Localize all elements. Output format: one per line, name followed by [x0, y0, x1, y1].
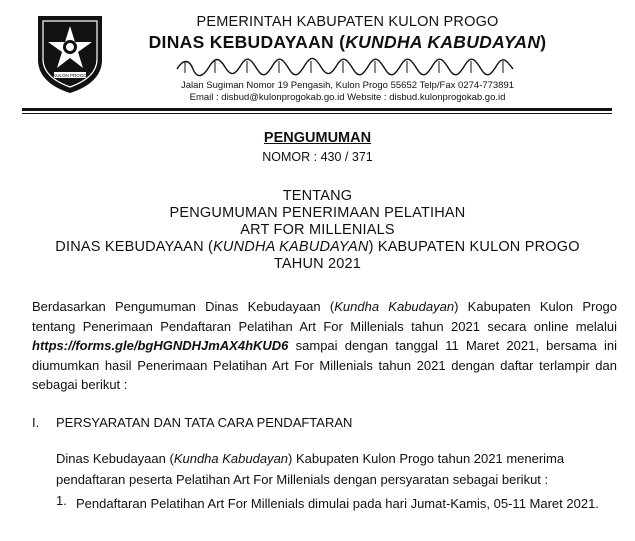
registration-link[interactable]: https://forms.gle/bgHGNDHJmAX4hKUD6 — [32, 338, 289, 354]
regency-emblem — [34, 14, 106, 94]
list-item-text: Pendaftaran Pelatihan Art For Millenials dimulai pada hari Jumat-Kamis, 05-11 Maret 2021. — [76, 496, 599, 511]
letterhead-rule-thin — [22, 113, 612, 114]
announcement-number: NOMOR : 430 / 371 — [262, 150, 373, 164]
subject-line-5: TAHUN 2021 — [273, 256, 362, 272]
subject-line-4: DINAS KEBUDAYAAN (KUNDHA KABUDAYAN) KABUPATEN KULON PROGO — [55, 239, 580, 255]
section-number: I. — [32, 415, 40, 430]
subject-line-3: ART FOR MILLENIALS — [240, 222, 395, 238]
intro-paragraph: Berdasarkan Pengumuman Dinas Kebudayaan (Kundha Kabudayan) Kabupaten Kulon Progo tentang Penerimaan Pendaftaran Pelatihan Art For Millenials tahun 2021 secara online melalui https://forms.gle/bgHGNDHJmAX4hKUD6 sampai dengan tanggal 11 Maret 2021, bersama ini diumumkan hasil Penerimaan Pelatihan Art For Millenials tahun 2021 dengan daftar terlampir dan sebagai berikut : — [32, 299, 618, 393]
subject-line-2: PENGUMUMAN PENERIMAAN PELATIHAN — [169, 205, 466, 221]
letterhead-rule-thick — [22, 108, 612, 111]
announcement-subject — [0, 188, 635, 273]
javanese-script-line — [175, 55, 515, 77]
section-title: PERSYARATAN DAN TATA CARA PENDAFTARAN — [56, 415, 353, 430]
emblem-label: KULON PROGO — [53, 73, 87, 78]
list-item-number: 1. — [56, 493, 67, 508]
government-name: PEMERINTAH KABUPATEN KULON PROGO — [196, 14, 499, 30]
agency-contact: Email : disbud@kulonprogokab.go.id Website : disbud.kulonprogokab.go.id — [189, 92, 506, 103]
subject-line-1: TENTANG — [282, 188, 353, 204]
section-paragraph: Dinas Kebudayaan (Kundha Kabudayan) Kabupaten Kulon Progo tahun 2021 menerima pendaftaran peserta Pelatihan Art For Millenials dengan persyaratan sebagai berikut : — [56, 451, 565, 487]
agency-address: Jalan Sugiman Nomor 19 Pengasih, Kulon Progo 55652 Telp/Fax 0274-773891 — [180, 80, 515, 91]
announcement-title: PENGUMUMAN — [263, 130, 372, 146]
agency-name: DINAS KEBUDAYAAN (KUNDHA KABUDAYAN) — [148, 32, 547, 52]
